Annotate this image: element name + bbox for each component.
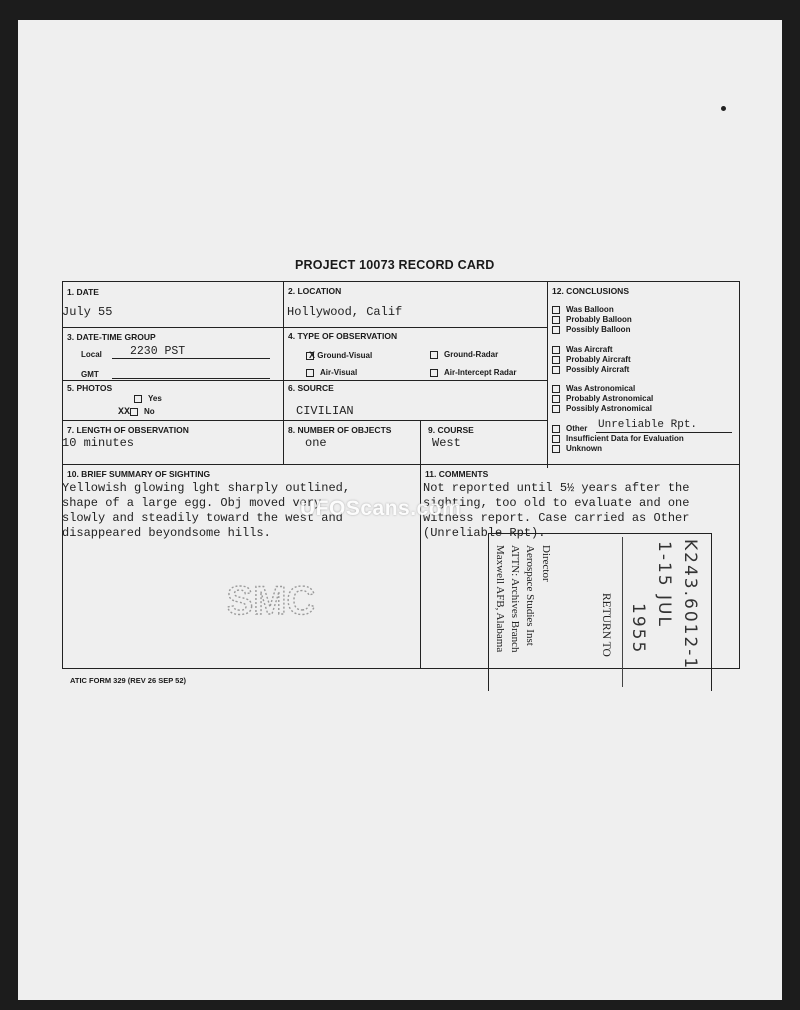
gmt-label: GMT (81, 370, 99, 379)
type-air-intercept-radar (430, 368, 516, 377)
divider (547, 282, 548, 468)
length-label: 7. LENGTH OF OBSERVATION (67, 425, 189, 435)
checkbox-icon (552, 316, 560, 324)
conclusion-label: Possibly Balloon (566, 325, 631, 334)
photos-yes-label: Yes (148, 394, 162, 403)
summary-line: slowly and steadily toward the west and (62, 511, 343, 525)
photos-no (118, 407, 155, 418)
objects-label: 8. NUMBER OF OBJECTS (288, 425, 392, 435)
checkbox-icon (552, 435, 560, 443)
other-line (596, 432, 732, 433)
return-to-stamp (488, 533, 712, 691)
checkbox-icon (552, 366, 560, 374)
divider (63, 420, 547, 421)
card-title: PROJECT 10073 RECORD CARD (295, 258, 495, 272)
location-value: Hollywood, Calif (287, 305, 403, 319)
type-air-visual (306, 368, 357, 377)
conclusion-option (552, 325, 630, 334)
gmt-line (112, 378, 270, 379)
type-label: 4. TYPE OF OBSERVATION (288, 331, 398, 341)
conclusion-label: Was Astronomical (566, 384, 636, 393)
stamp-line: ATTN: Archives Branch (509, 545, 521, 653)
course-value: West (432, 436, 461, 450)
conclusion-label: Was Balloon (566, 305, 614, 314)
objects-value: one (305, 436, 327, 450)
checkbox-icon (552, 425, 560, 433)
conclusion-option-other (552, 424, 587, 433)
checkbox-icon (430, 369, 438, 377)
local-label: Local (81, 350, 102, 359)
checkbox-icon (134, 395, 142, 403)
checkbox-icon (552, 405, 560, 413)
comments-label: 11. COMMENTS (425, 469, 489, 479)
conclusions-label: 12. CONCLUSIONS (552, 286, 629, 296)
comments-line: (Unreliable Rpt). (423, 526, 546, 540)
divider (283, 282, 284, 464)
checkbox-icon (130, 408, 138, 416)
conclusion-label: Probably Astronomical (566, 394, 654, 403)
source-label: 6. SOURCE (288, 383, 334, 393)
checkbox-icon (552, 445, 560, 453)
conclusion-label: Probably Balloon (566, 315, 632, 324)
conclusion-option (552, 345, 613, 354)
photos-no-label: No (144, 407, 155, 416)
handwritten-number: K243.6012-1 (680, 539, 700, 671)
course-label: 9. COURSE (428, 425, 474, 435)
smc-stamp-text: SMC (226, 579, 316, 623)
conclusion-option (552, 365, 629, 374)
source-value: CIVILIAN (296, 404, 354, 418)
local-line (112, 358, 270, 359)
comments-line: witness report. Case carried as Other (423, 511, 690, 525)
stamp-divider (622, 537, 623, 687)
conclusion-option (552, 394, 653, 403)
divider (63, 464, 739, 465)
comments-line: sighting, too old to evaluate and one (423, 496, 690, 510)
watermark: UFOScans.com (300, 497, 462, 520)
summary-line: shape of a large egg. Obj moved very (62, 496, 322, 510)
checkbox-icon (306, 369, 314, 377)
photos-yes (134, 394, 162, 403)
divider (420, 420, 421, 668)
checkbox-icon (552, 346, 560, 354)
conclusion-label: Other (566, 424, 588, 433)
type-option-label: Air-Intercept Radar (444, 368, 517, 377)
date-value: July 55 (62, 305, 113, 319)
photos-label: 5. PHOTOS (67, 383, 113, 393)
summary-line: disappeared beyondsome hills. (62, 526, 271, 540)
conclusion-option (552, 404, 652, 413)
handwritten-year: 1955 (628, 603, 648, 655)
type-option-label: Ground-Radar (444, 350, 499, 359)
checkbox-icon (552, 306, 560, 314)
date-label: 1. DATE (67, 287, 99, 297)
return-to-label: RETURN TO (600, 593, 612, 657)
checkbox-icon (430, 351, 438, 359)
stamp-line: Aerospace Studies Inst (524, 545, 536, 646)
other-value: Unreliable Rpt. (598, 419, 698, 431)
checkbox-icon (552, 356, 560, 364)
smc-stamp (225, 572, 317, 624)
dtg-label: 3. DATE-TIME GROUP (67, 332, 156, 342)
conclusion-option (552, 355, 631, 364)
stamp-line: Maxwell AFB, Alabama (494, 545, 506, 653)
scan-speck (721, 106, 726, 111)
conclusion-label: Possibly Astronomical (566, 404, 652, 413)
conclusion-option (552, 434, 684, 443)
length-value: 10 minutes (62, 436, 135, 450)
checkbox-icon (552, 395, 560, 403)
type-option-label: Ground-Visual (317, 351, 373, 360)
divider (63, 327, 547, 328)
conclusion-option (552, 315, 632, 324)
stamp-line: Director (540, 545, 552, 582)
type-ground-visual (306, 350, 372, 360)
conclusion-label: Unknown (566, 444, 602, 453)
comments-line: Not reported until 5½ years after the (423, 481, 690, 495)
divider (63, 380, 547, 381)
conclusion-label: Insufficient Data for Evaluation (566, 434, 684, 443)
checkbox-icon (552, 326, 560, 334)
summary-line: Yellowish glowing lght sharply outlined, (62, 481, 351, 495)
conclusion-label: Was Aircraft (566, 345, 613, 354)
conclusion-option (552, 305, 614, 314)
type-check-mark: X (309, 350, 316, 360)
location-label: 2. LOCATION (288, 286, 342, 296)
handwritten-date: 1-15 JUL (654, 541, 674, 628)
type-ground-radar (430, 350, 498, 359)
photos-check-mark: XX (118, 407, 131, 418)
conclusion-label: Probably Aircraft (566, 355, 631, 364)
type-option-label: Air-Visual (320, 368, 358, 377)
local-value: 2230 PST (130, 345, 186, 358)
conclusion-label: Possibly Aircraft (566, 365, 630, 374)
conclusion-option (552, 384, 635, 393)
form-footer: ATIC FORM 329 (REV 26 SEP 52) (70, 676, 187, 685)
summary-label: 10. BRIEF SUMMARY OF SIGHTING (67, 469, 211, 479)
conclusion-option (552, 444, 602, 453)
checkbox-icon (552, 385, 560, 393)
